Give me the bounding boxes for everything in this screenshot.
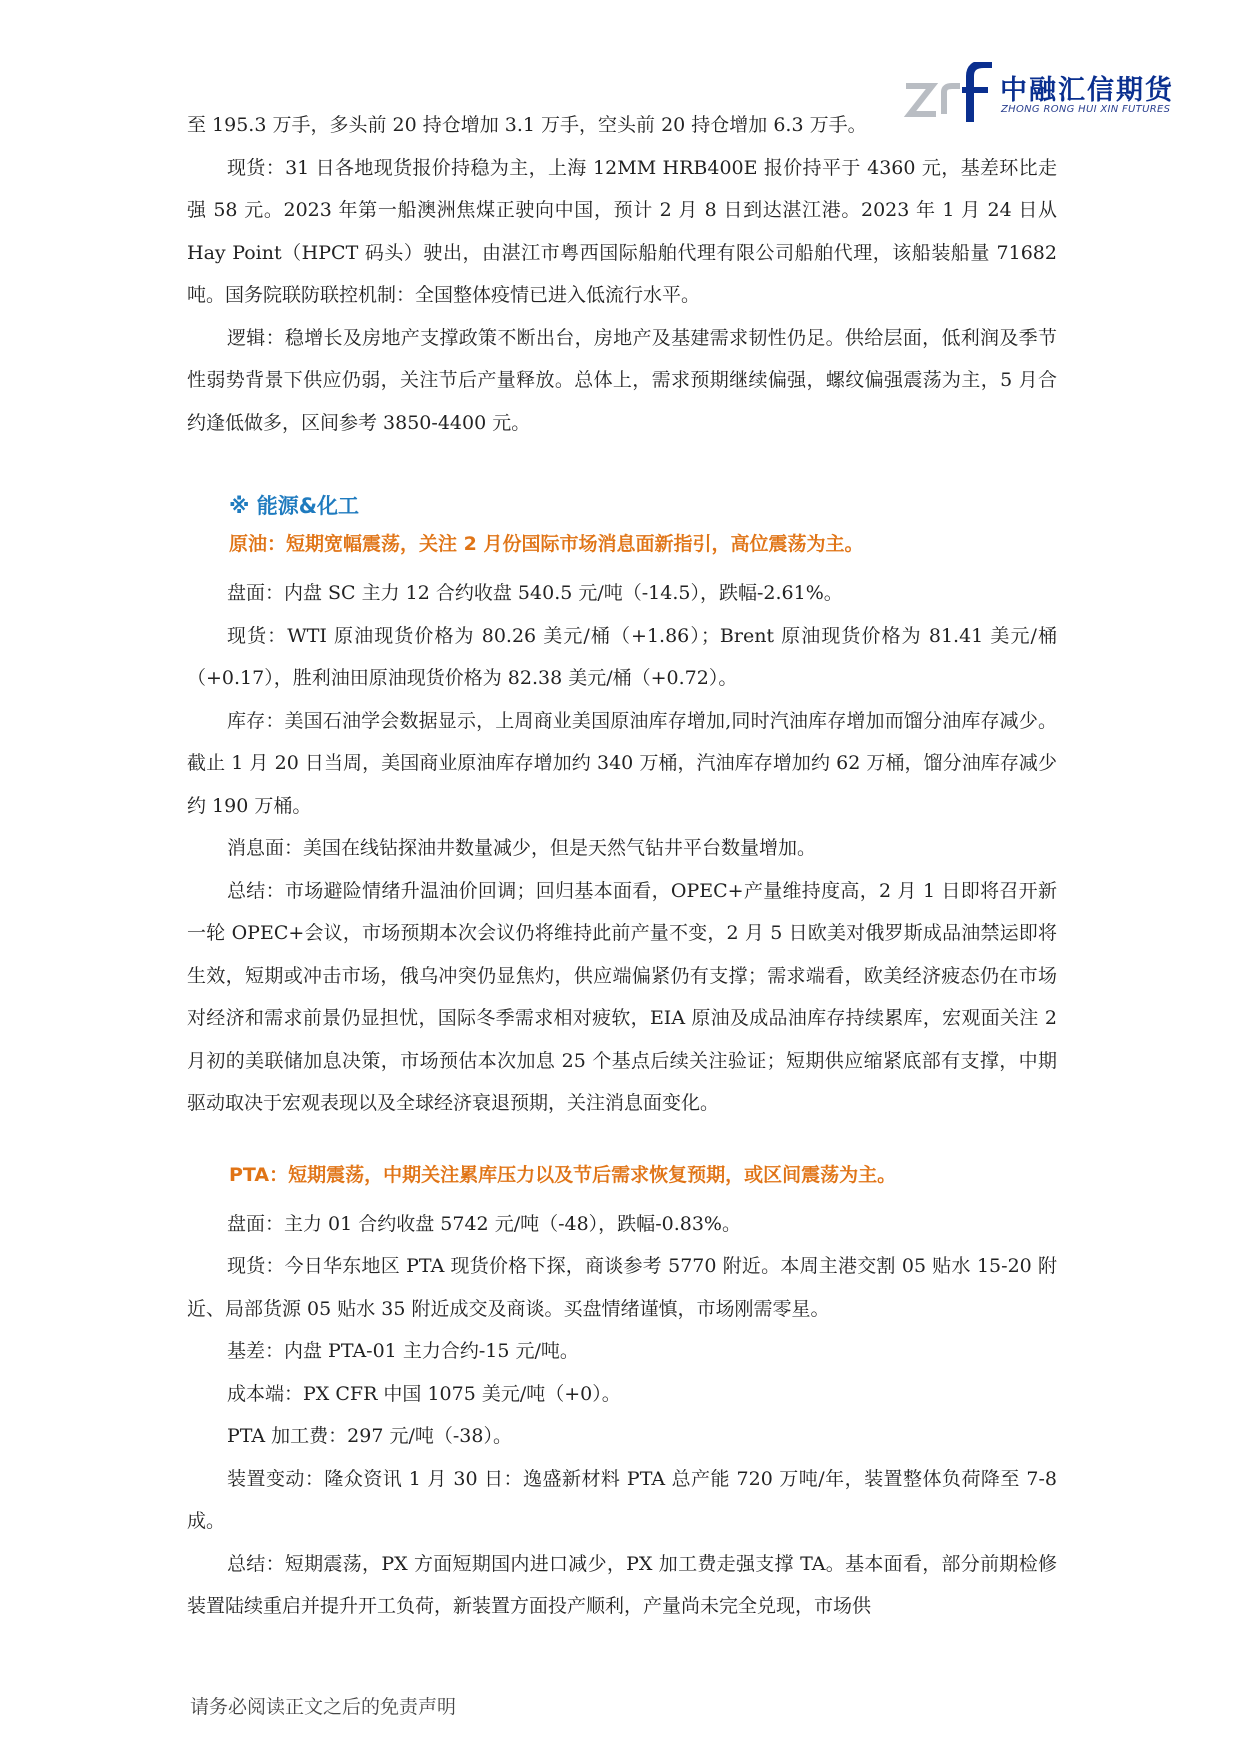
section-title: ※ 能源&化工 bbox=[229, 494, 360, 518]
paragraph: 库存：美国石油学会数据显示，上周商业美国原油库存增加,同时汽油库存增加而馏分油库存减少。截止 1 月 20 日当周，美国商业原油库存增加约 340 万桶，汽油库存增加约 62 万桶，馏分油库存减少约 190 万桶。 bbox=[187, 709, 1057, 817]
paragraph: 现货：WTI 原油现货价格为 80.26 美元/桶（+1.86）；Brent 原油现货价格为 81.41 美元/桶（+0.17），胜利油田原油现货价格为 82.38 美元/桶（+0.72）。 bbox=[187, 624, 1057, 689]
paragraph: 逻辑：稳增长及房地产支撑政策不断出台，房地产及基建需求韧性仍足。供给层面，低利润及季节性弱势背景下供应仍弱，关注节后产量释放。总体上，需求预期继续偏强，螺纹偏强震荡为主，5 月合约逢低做多，区间参考 3850-4400 元。 bbox=[187, 326, 1057, 434]
paragraph: PTA 加工费：297 元/吨（-38）。 bbox=[227, 1425, 512, 1447]
paragraph: 装置变动：隆众资讯 1 月 30 日：逸盛新材料 PTA 总产能 720 万吨/年，装置整体负荷降至 7-8 成。 bbox=[187, 1467, 1057, 1532]
paragraph: 至 195.3 万手，多头前 20 持仓增加 3.1 万手，空头前 20 持仓增加 6.3 万手。 bbox=[187, 114, 867, 136]
document-body bbox=[187, 104, 1057, 1628]
paragraph: 消息面：美国在线钻探油井数量减少，但是天然气钻井平台数量增加。 bbox=[227, 837, 817, 859]
pta-headline: PTA：短期震荡，中期关注累库压力以及节后需求恢复预期，或区间震荡为主。 bbox=[229, 1163, 897, 1186]
paragraph: 盘面：内盘 SC 主力 12 合约收盘 540.5 元/吨（-14.5），跌幅-2.61%。 bbox=[227, 582, 843, 604]
paragraph: 总结：短期震荡，PX 方面短期国内进口减少，PX 加工费走强支撑 TA。基本面看，部分前期检修装置陆续重启并提升开工负荷，新装置方面投产顺利，产量尚未完全兑现，市场供 bbox=[187, 1552, 1057, 1617]
paragraph: 现货：31 日各地现货报价持稳为主，上海 12MM HRB400E 报价持平于 4360 元，基差环比走强 58 元。2023 年第一船澳洲焦煤正驶向中国，预计 2 月 8 日到达湛江港。2023 年 1 月 24 日从 Hay Point（HPCT 码头）驶出，由湛江市粤西国际船舶代理有限公司船舶代理，该船装船量 71682 吨。国务院联防联控机制：全国整体疫情已进入低流行水平。 bbox=[187, 156, 1057, 306]
crude-headline: 原油：短期宽幅震荡，关注 2 月份国际市场消息面新指引，高位震荡为主。 bbox=[229, 533, 864, 555]
disclaimer-footer: 请务必阅读正文之后的免责声明 bbox=[190, 1696, 457, 1718]
paragraph: 现货：今日华东地区 PTA 现货价格下探，商谈参考 5770 附近。本周主港交割 05 贴水 15-20 附近、局部货源 05 贴水 35 附近成交及商谈。买盘情绪谨慎，市场刚需零星。 bbox=[187, 1255, 1057, 1320]
paragraph: 成本端：PX CFR 中国 1075 美元/吨（+0）。 bbox=[227, 1382, 621, 1405]
brand-name-cn: 中融汇信期货 bbox=[1000, 75, 1174, 106]
brand-name-en: ZHONG RONG HUI XIN FUTURES bbox=[1001, 104, 1171, 115]
paragraph: 基差：内盘 PTA-01 主力合约-15 元/吨。 bbox=[227, 1340, 579, 1362]
paragraph: 盘面：主力 01 合约收盘 5742 元/吨（-48），跌幅-0.83%。 bbox=[227, 1212, 741, 1235]
paragraph: 总结：市场避险情绪升温油价回调；回归基本面看，OPEC+产量维持度高，2 月 1 日即将召开新一轮 OPEC+会议，市场预期本次会议仍将维持此前产量不变，2 月 5 日欧美对俄罗斯成品油禁运即将生效，短期或冲击市场，俄乌冲突仍显焦灼，供应端偏紧仍有支撑；需求端看，欧美经济疲态仍在市场对经济和需求前景仍显担忧，国际冬季需求相对疲软，EIA 原油及成品油库存持续累库，宏观面关注 2 月初的美联储加息决策，市场预估本次加息 25 个基点后续关注验证；短期供应缩紧底部有支撑，中期驱动取决于宏观表现以及全球经济衰退预期，关注消息面变化。 bbox=[187, 879, 1057, 1114]
